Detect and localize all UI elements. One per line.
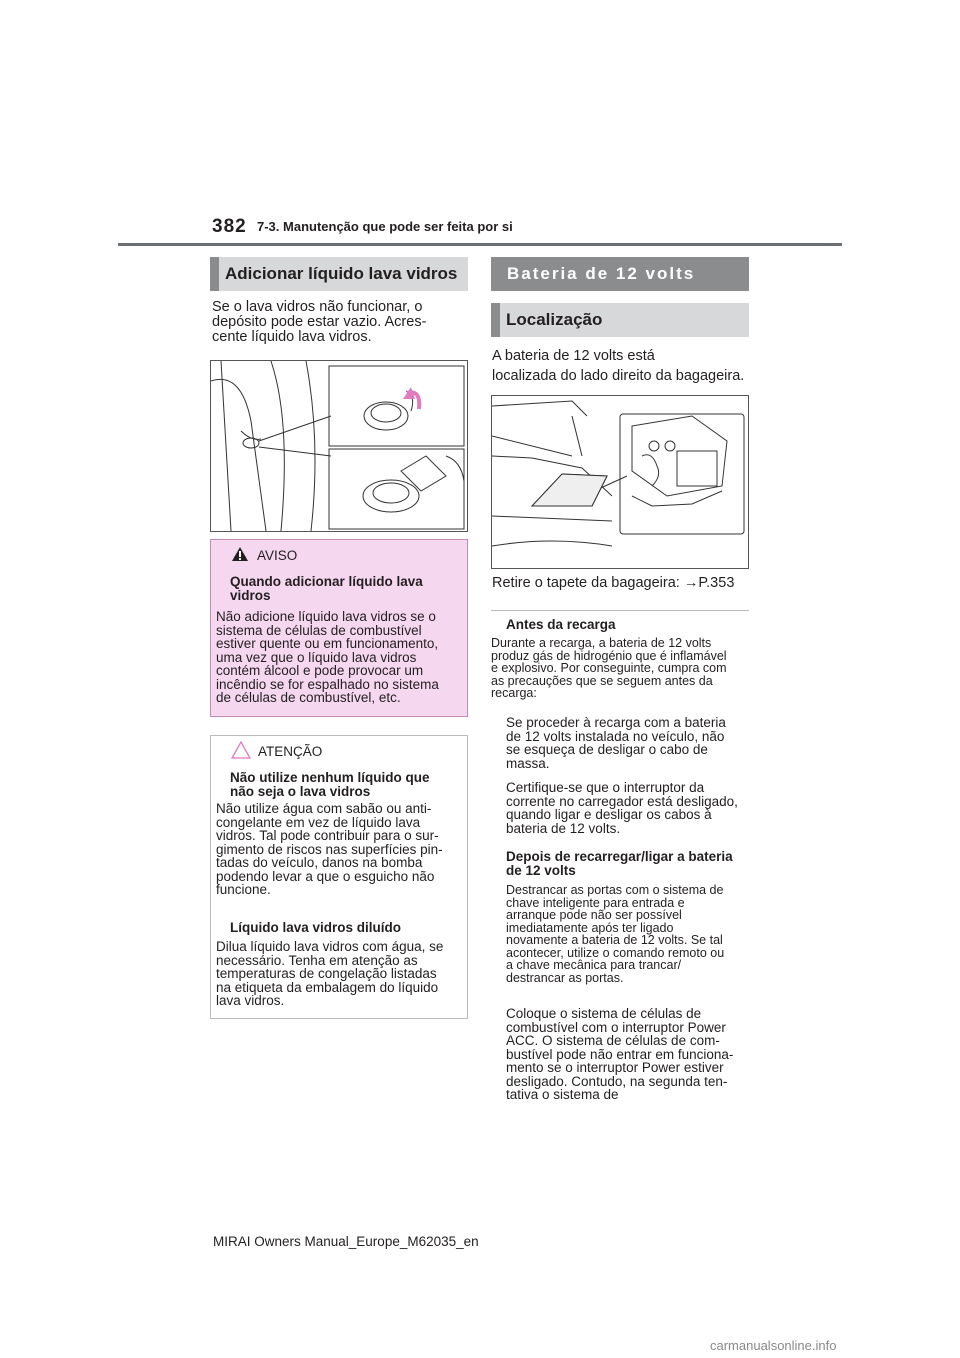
charge-text: Durante a recarga, a bateria de 12 volts produz gás de hidrogénio que é inflamável e explosivo. Por conseguinte, cumpra com as precauções que se seguem antes da recarga: bbox=[491, 636, 727, 700]
battery-intro: A bateria de 12 volts está localizada do lado direito da bagageira. bbox=[492, 348, 745, 384]
washer-illustration bbox=[210, 360, 468, 532]
chapter-title: 7-3. Manutenção que pode ser feita por si bbox=[257, 219, 513, 234]
charge-title: Antes da recarga bbox=[506, 617, 616, 632]
caution-text-2: Dilua líquido lava vidros com água, se necessário. Tenha em atenção as temperaturas de congelação listadas na etiqueta da embalagem do líquido lava vidros. bbox=[216, 939, 444, 1008]
watermark: carmanualsonline.info bbox=[710, 1338, 837, 1353]
after-bullet: Coloque o sistema de células de combustível com o interruptor Power ACC. O sistema de células de com- bustível pode não entrar em funciona- mento se o interruptor Power estiver desligado. Contudo, na segunda ten- tativa o sistema de bbox=[506, 1006, 734, 1102]
caution-subtitle-2: Líquido lava vidros diluído bbox=[230, 920, 402, 935]
section-title-washer: Adicionar líquido lava vidros bbox=[210, 257, 468, 291]
subsection-title-location: Localização bbox=[491, 303, 749, 337]
page-number: 382 bbox=[212, 216, 247, 237]
footer-text: MIRAI Owners Manual_Europe_M62035_en bbox=[213, 1234, 479, 1249]
caution-icon bbox=[231, 741, 251, 759]
charge-bullet-1: Se proceder à recarga com a bateria de 12 volts instalada no veículo, não se esqueça de desligar o cabo de massa. bbox=[506, 715, 726, 771]
remove-mat-note: Retire o tapete da bagageira: →P.353 bbox=[492, 575, 735, 591]
after-title: Depois de recarregar/ligar a bateria de 12 volts bbox=[506, 849, 733, 878]
warning-subtitle: Quando adicionar líquido lava vidros bbox=[230, 574, 423, 603]
washer-intro: Se o lava vidros não funcionar, o depósito pode estar vazio. Acres- cente líquido lava vidros. bbox=[212, 299, 427, 345]
section-title-battery: Bateria de 12 volts bbox=[491, 257, 749, 291]
caution-title: ATENÇÃO bbox=[258, 744, 323, 759]
warning-text: Não adicione líquido lava vidros se o sistema de células de combustível estiver quente ou em funcionamento, uma vez que o líquido lava vidros contém álcool e pode provocar um incêndio se for espalhado no sistema de células de combustível, etc. bbox=[216, 609, 439, 705]
caution-subtitle-1: Não utilize nenhum líquido que não seja o lava vidros bbox=[230, 770, 430, 799]
caution-box bbox=[210, 735, 468, 1019]
warning-box bbox=[210, 539, 468, 717]
warning-icon bbox=[231, 546, 249, 562]
after-text: Destrancar as portas com o sistema de chave inteligente para entrada e arranque pode não ser possível imediatamente após ter ligado novamente a bateria de 12 volts. Se tal acontecer, utilize o comando remoto ou a chave mecânica para trancar/ destrancar as portas. bbox=[506, 883, 725, 985]
divider bbox=[491, 610, 749, 611]
header-rule bbox=[118, 243, 842, 246]
caution-text-1: Não utilize água com sabão ou anti- congelante em vez de líquido lava vidros. Tal pode contribuir para o sur- gimento de riscos nas superfícies pin- tadas do veículo, danos na bomba podendo levar a que o esguicho não funcione. bbox=[216, 801, 443, 897]
charge-bullet-2: Certifique-se que o interruptor da corrente no carregador está desligado, quando ligar e desligar os cabos à bateria de 12 volts. bbox=[506, 780, 738, 836]
warning-title: AVISO bbox=[257, 548, 298, 563]
battery-illustration bbox=[491, 395, 749, 569]
